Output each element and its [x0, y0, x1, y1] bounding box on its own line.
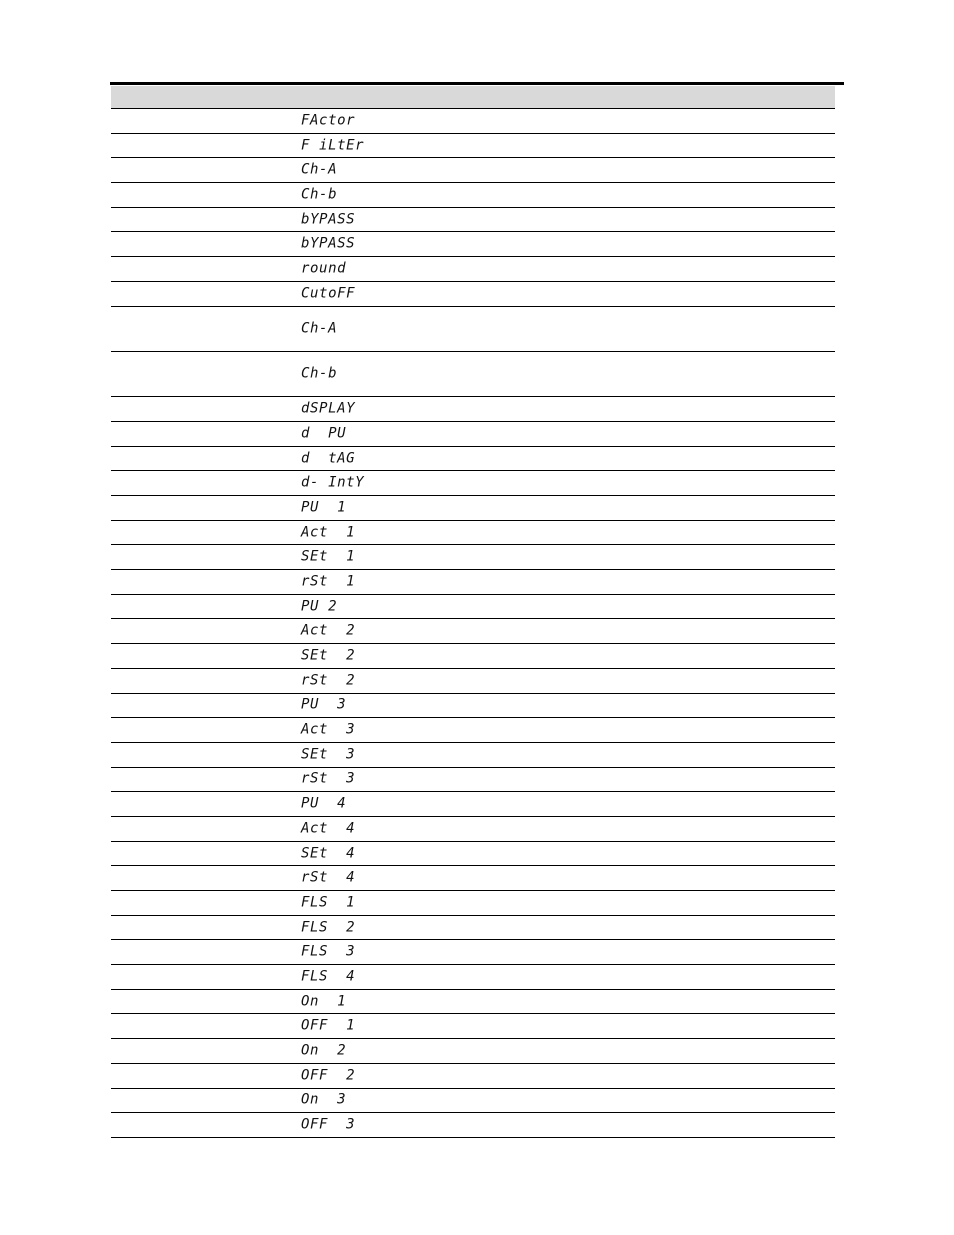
table-row: [111, 422, 835, 447]
display-code: OFF 1: [301, 1017, 356, 1034]
display-code: rSt 4: [301, 869, 356, 886]
table-row: [111, 866, 835, 891]
display-code: SEt 2: [301, 647, 356, 664]
display-code: On 1: [301, 993, 347, 1010]
display-code: round: [301, 260, 347, 277]
table-row: [111, 718, 835, 743]
display-code: PU 3: [301, 697, 347, 714]
display-code: OFF 3: [301, 1116, 356, 1133]
top-rule: [110, 82, 844, 85]
display-code: Act 2: [301, 622, 356, 639]
table-row: [111, 990, 835, 1015]
display-code: FActor: [301, 112, 356, 129]
display-code: rSt 1: [301, 573, 356, 590]
table-row: [111, 397, 835, 422]
display-code: Act 3: [301, 721, 356, 738]
table-row: [111, 352, 835, 397]
table-row: [111, 916, 835, 941]
table-row: [111, 891, 835, 916]
table-row: [111, 521, 835, 546]
table-body: [111, 109, 835, 1138]
table-row: [111, 1039, 835, 1064]
table-row: [111, 134, 835, 159]
table-row: [111, 940, 835, 965]
display-code: FLS 1: [301, 894, 356, 911]
display-code: rSt 2: [301, 672, 356, 689]
display-code: On 2: [301, 1042, 347, 1059]
display-code: SEt 3: [301, 746, 356, 763]
table-row: [111, 669, 835, 694]
display-code: CutoFF: [301, 285, 356, 302]
table-row: [111, 109, 835, 134]
display-code: Act 1: [301, 524, 356, 541]
display-code: dSPLAY: [301, 400, 356, 417]
table-row: [111, 545, 835, 570]
table-row: [111, 282, 835, 307]
display-code-table: [111, 86, 835, 1138]
display-code: Ch-b: [301, 365, 338, 382]
display-code: d tAG: [301, 450, 356, 467]
table-row: [111, 570, 835, 595]
table-row: [111, 158, 835, 183]
table-row: [111, 1014, 835, 1039]
table-row: [111, 817, 835, 842]
table-row: [111, 232, 835, 257]
display-code: OFF 2: [301, 1067, 356, 1084]
display-code: FLS 4: [301, 968, 356, 985]
display-code: SEt 4: [301, 845, 356, 862]
table-row: [111, 183, 835, 208]
table-row: [111, 792, 835, 817]
display-code: bYPASS: [301, 235, 356, 252]
table-row: [111, 743, 835, 768]
display-code: Ch-A: [301, 320, 338, 337]
table-row: [111, 644, 835, 669]
table-row: [111, 1089, 835, 1114]
display-code: PU 4: [301, 795, 347, 812]
display-code: Ch-A: [301, 161, 338, 178]
display-code: rSt 3: [301, 771, 356, 788]
table-row: [111, 257, 835, 282]
table-row: [111, 447, 835, 472]
display-code: PU 1: [301, 499, 347, 516]
display-code: bYPASS: [301, 211, 356, 228]
display-code: d- IntY: [301, 474, 365, 491]
table-row: [111, 619, 835, 644]
display-code: FLS 3: [301, 943, 356, 960]
display-code: d PU: [301, 425, 347, 442]
display-code: SEt 1: [301, 548, 356, 565]
display-code: Act 4: [301, 820, 356, 837]
table-row: [111, 842, 835, 867]
table-row: [111, 208, 835, 233]
table-row: [111, 496, 835, 521]
table-row: [111, 471, 835, 496]
display-code: PU 2: [301, 598, 338, 615]
table-row: [111, 768, 835, 793]
table-row: [111, 595, 835, 620]
table-header: [111, 86, 835, 109]
display-code: F iLtEr: [301, 137, 365, 154]
table-row: [111, 694, 835, 719]
table-row: [111, 1064, 835, 1089]
display-code: Ch-b: [301, 186, 338, 203]
display-code: FLS 2: [301, 919, 356, 936]
display-code: On 3: [301, 1092, 347, 1109]
table-row: [111, 965, 835, 990]
table-row: [111, 307, 835, 352]
table-row: [111, 1113, 835, 1138]
